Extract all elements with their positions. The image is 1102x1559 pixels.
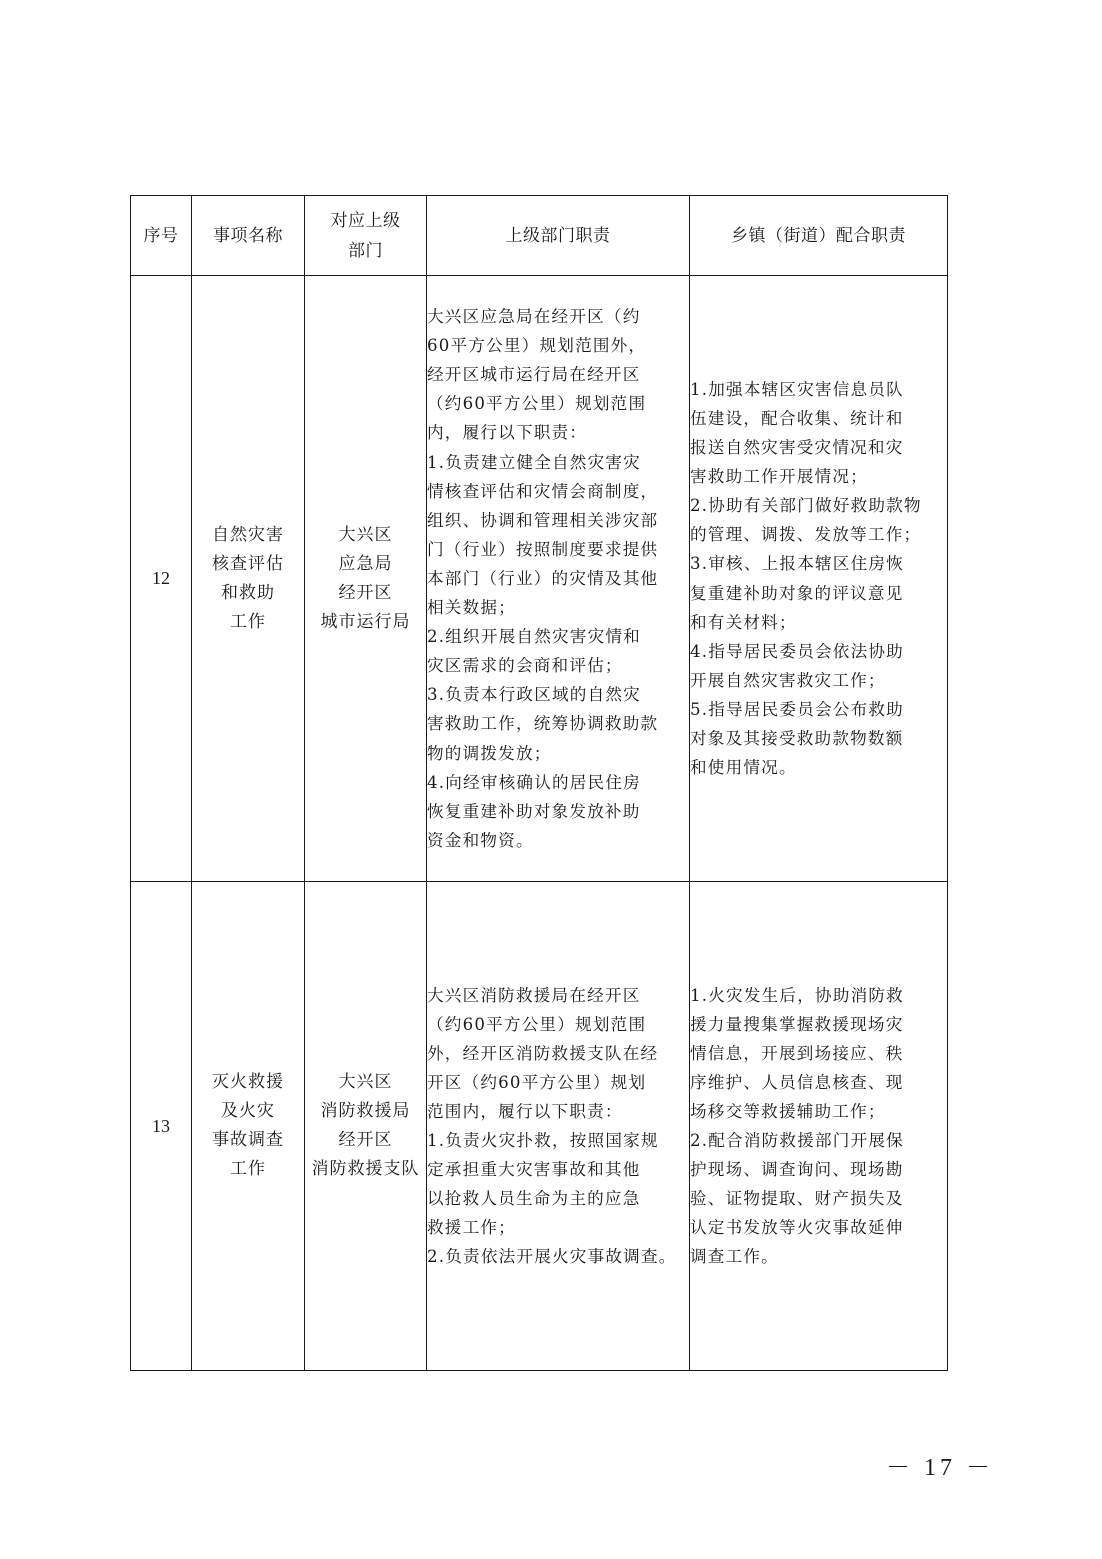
duty-line: 开展自然灾害救灾工作； [690, 670, 886, 690]
dept-line: 应急局 [338, 553, 393, 574]
duty-line: 内，履行以下职责： [427, 423, 588, 443]
row-dept [305, 276, 427, 882]
duty-line: 2.配合消防救援部门开展保 [690, 1131, 904, 1150]
duty-line: 情信息，开展到场接应、秩 [690, 1043, 904, 1063]
row-upper-duties [427, 276, 690, 882]
header-town-duties: 乡镇（街道）配合职责 [690, 196, 948, 276]
duty-line: 和有关材料； [690, 612, 797, 632]
dept-line: 城市运行局 [320, 611, 411, 632]
duty-line: 1.火灾发生后，协助消防救 [690, 985, 904, 1005]
duty-line: 1.负责火灾扑救，按照国家规 [427, 1131, 659, 1150]
duty-line: 情核查评估和灾情会商制度， [427, 481, 659, 501]
duty-line: 相关数据； [427, 598, 516, 618]
item-name-line: 事故调查 [212, 1130, 284, 1150]
item-name-line: 工作 [230, 611, 266, 632]
duty-line: 3.负责本行政区域的自然灾 [427, 685, 641, 705]
header-dept-line: 部门 [348, 240, 383, 261]
duty-line: 1.负责建立健全自然灾害灾 [427, 452, 641, 472]
item-name-line: 及火灾 [221, 1101, 275, 1121]
row-town-duties [690, 276, 948, 882]
duty-line: （约60平方公里）规划范围 [427, 1014, 647, 1034]
header-item-name: 事项名称 [192, 196, 305, 276]
duty-line: 经开区城市运行局在经开区 [427, 365, 641, 385]
duty-line: 本部门（行业）的灾情及其他 [427, 568, 659, 588]
duty-line: 60平方公里）规划范围外， [427, 336, 647, 356]
duty-line: 外，经开区消防救援支队在经 [427, 1043, 659, 1063]
duty-line: 害救助工作开展情况； [690, 467, 868, 487]
dept-line: 大兴区 [338, 1072, 393, 1092]
row-seq: 12 [131, 276, 192, 882]
row-item-name [192, 882, 305, 1371]
duty-line: 以抢救人员生命为主的应急 [427, 1189, 641, 1209]
duty-line: （约60平方公里）规划范围 [427, 394, 647, 414]
table-row [131, 276, 948, 882]
duty-line: 护现场、调查询问、现场勘 [690, 1160, 904, 1180]
duty-line: 门（行业）按照制度要求提供 [427, 539, 659, 559]
dept-line: 经开区 [338, 1130, 393, 1150]
duties-table [130, 195, 948, 1371]
duty-line: 伍建设，配合收集、统计和 [690, 408, 904, 428]
row-town-duties [690, 882, 948, 1371]
duty-line: 定承担重大灾害事故和其他 [427, 1160, 641, 1180]
row-upper-duties [427, 882, 690, 1371]
duty-line: 5.指导居民委员会公布救助 [690, 699, 904, 719]
duty-line: 大兴区消防救援局在经开区 [427, 985, 641, 1005]
duty-line: 认定书发放等火灾事故延伸 [690, 1218, 904, 1238]
duty-line: 援力量搜集掌握救援现场灾 [690, 1014, 904, 1034]
dept-line: 大兴区 [338, 524, 393, 545]
duty-line: 1.加强本辖区灾害信息员队 [690, 379, 904, 399]
dept-line: 消防救援局 [320, 1101, 411, 1121]
header-seq: 序号 [131, 196, 192, 276]
duty-line: 害救助工作，统筹协调救助款 [427, 714, 659, 734]
duty-line: 2.协助有关部门做好救助款物 [690, 496, 922, 516]
item-name-line: 和救助 [221, 582, 275, 603]
duty-line: 对象及其接受救助款物数额 [690, 728, 904, 748]
duty-line: 2.负责依法开展火灾事故调查。 [427, 1247, 677, 1267]
duty-line: 场移交等救援辅助工作； [690, 1101, 886, 1121]
header-upper-duties: 上级部门职责 [427, 196, 690, 276]
duty-line: 和使用情况。 [690, 758, 797, 778]
duty-line: 序维护、人员信息核查、现 [690, 1072, 904, 1092]
duty-line: 范围内，履行以下职责： [427, 1101, 623, 1121]
duty-line: 报送自然灾害受灾情况和灾 [690, 438, 904, 458]
duty-line: 恢复重建补助对象发放补助 [427, 801, 641, 821]
row-seq: 13 [131, 882, 192, 1371]
duty-line: 资金和物资。 [427, 830, 534, 850]
item-name-line: 工作 [230, 1159, 266, 1179]
page-number: － 17 － [886, 1455, 994, 1481]
header-dept-line: 对应上级 [330, 210, 401, 231]
duty-line: 4.指导居民委员会依法协助 [690, 641, 904, 661]
dept-line: 经开区 [338, 582, 393, 603]
row-dept [305, 882, 427, 1371]
table-row [131, 882, 948, 1371]
duty-line: 大兴区应急局在经开区（约 [427, 307, 641, 327]
duty-line: 物的调拨发放； [427, 743, 552, 763]
duty-line: 3.审核、上报本辖区住房恢 [690, 554, 904, 574]
duty-line: 救援工作； [427, 1218, 516, 1238]
duty-line: 验、证物提取、财产损失及 [690, 1189, 904, 1209]
duty-line: 灾区需求的会商和评估； [427, 656, 623, 676]
duty-line: 2.组织开展自然灾害灾情和 [427, 627, 641, 647]
duty-line: 调查工作。 [690, 1247, 779, 1267]
duty-line: 组织、协调和管理相关涉灾部 [427, 510, 659, 530]
table-header-row [131, 196, 948, 276]
duty-line: 4.向经审核确认的居民住房 [427, 772, 641, 792]
header-dept [305, 196, 427, 276]
item-name-line: 核查评估 [212, 553, 284, 574]
dept-line: 消防救援支队 [311, 1159, 420, 1179]
duty-line: 复重建补助对象的评议意见 [690, 583, 904, 603]
duty-line: 的管理、调拨、发放等工作； [690, 525, 922, 545]
item-name-line: 灭火救援 [212, 1072, 284, 1092]
row-item-name [192, 276, 305, 882]
duty-line: 开区（约60平方公里）规划 [427, 1072, 647, 1092]
item-name-line: 自然灾害 [212, 524, 284, 545]
